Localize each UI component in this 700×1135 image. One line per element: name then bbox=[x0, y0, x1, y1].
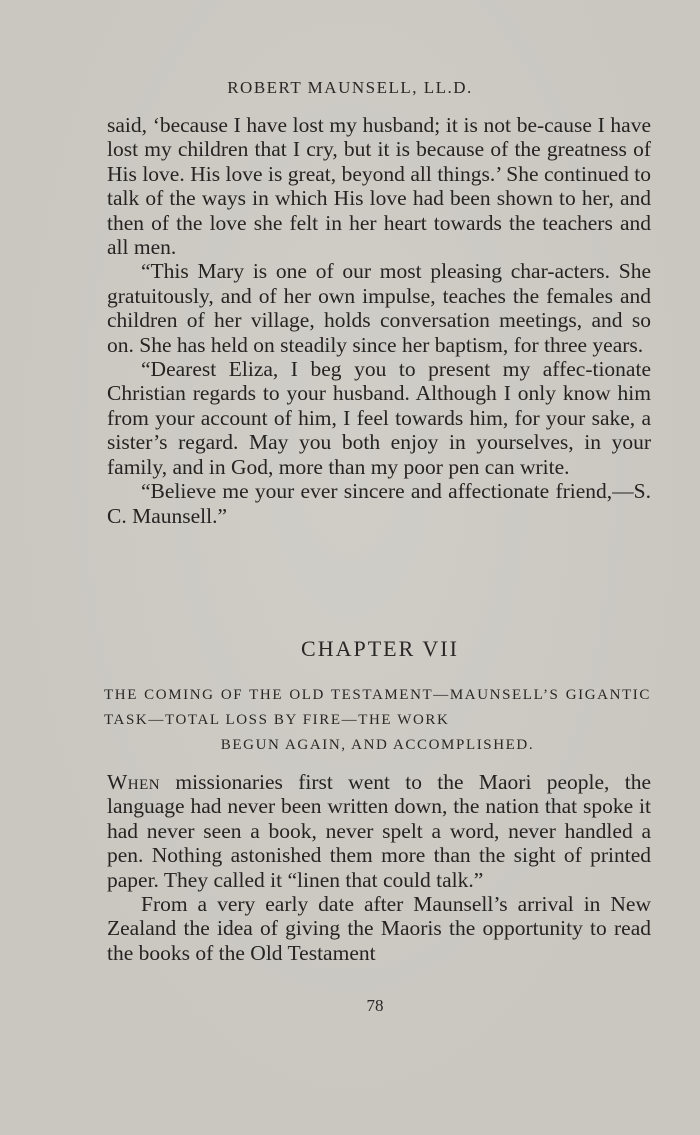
paragraph-opening-rest: missionaries first went to the Maori people, the language had never been written down, the nation that spoke it had never seen a book, never spelt a word, never handled a pen. Nothing astonished them more than the sight of printed paper. They called it “linen that could talk.” bbox=[107, 770, 651, 892]
chapter-summary-main: THE COMING OF THE OLD TESTAMENT—MAUNSELL’S GIGANTIC TASK—TOTAL LOSS BY FIRE—THE WORK bbox=[104, 687, 651, 728]
paragraph-early-date: From a very early date after Maunsell’s arrival in New Zealand the idea of giving the Maoris the opportunity to read the books of the Old Testament bbox=[107, 892, 651, 965]
chapter-title: CHAPTER VII bbox=[301, 636, 459, 661]
paragraph-closing: “Believe me your ever sincere and affectionate friend,—S. C. Maunsell.” bbox=[107, 479, 651, 528]
text-block-bottom bbox=[107, 770, 651, 965]
paragraph-continued: said, ‘because I have lost my husband; it is not be-cause I have lost my children that I cry, but it is because of the greatness of His love. His love is great, beyond all things.’ She continued to talk of the ways in which His love had been shown to her, and then of the love she felt in her heart towards the teachers and all men. bbox=[107, 113, 651, 260]
paragraph-chapter-opening bbox=[107, 770, 651, 892]
page-number: 78 bbox=[366, 996, 384, 1015]
paragraph-dearest-eliza: “Dearest Eliza, I beg you to present my affec-tionate Christian regards to your husband. Although I only know him from your account of him, I feel towards him, for your sake, a sister’s regard. May you both enjoy in yourselves, in your family, and in God, more than my poor pen can write. bbox=[107, 357, 651, 479]
paragraph-mary: “This Mary is one of our most pleasing char-acters. She gratuitously, and of her own impulse, teaches the females and children of her village, holds conversation meetings, and so on. She has held on steadily since her baptism, for three years. bbox=[107, 259, 651, 357]
chapter-summary bbox=[104, 683, 651, 758]
chapter-summary-last: BEGUN AGAIN, AND ACCOMPLISHED. bbox=[220, 737, 535, 753]
text-block-top bbox=[107, 113, 651, 528]
lead-word: When bbox=[107, 770, 161, 794]
running-head: ROBERT MAUNSELL, LL.D. bbox=[227, 78, 473, 97]
